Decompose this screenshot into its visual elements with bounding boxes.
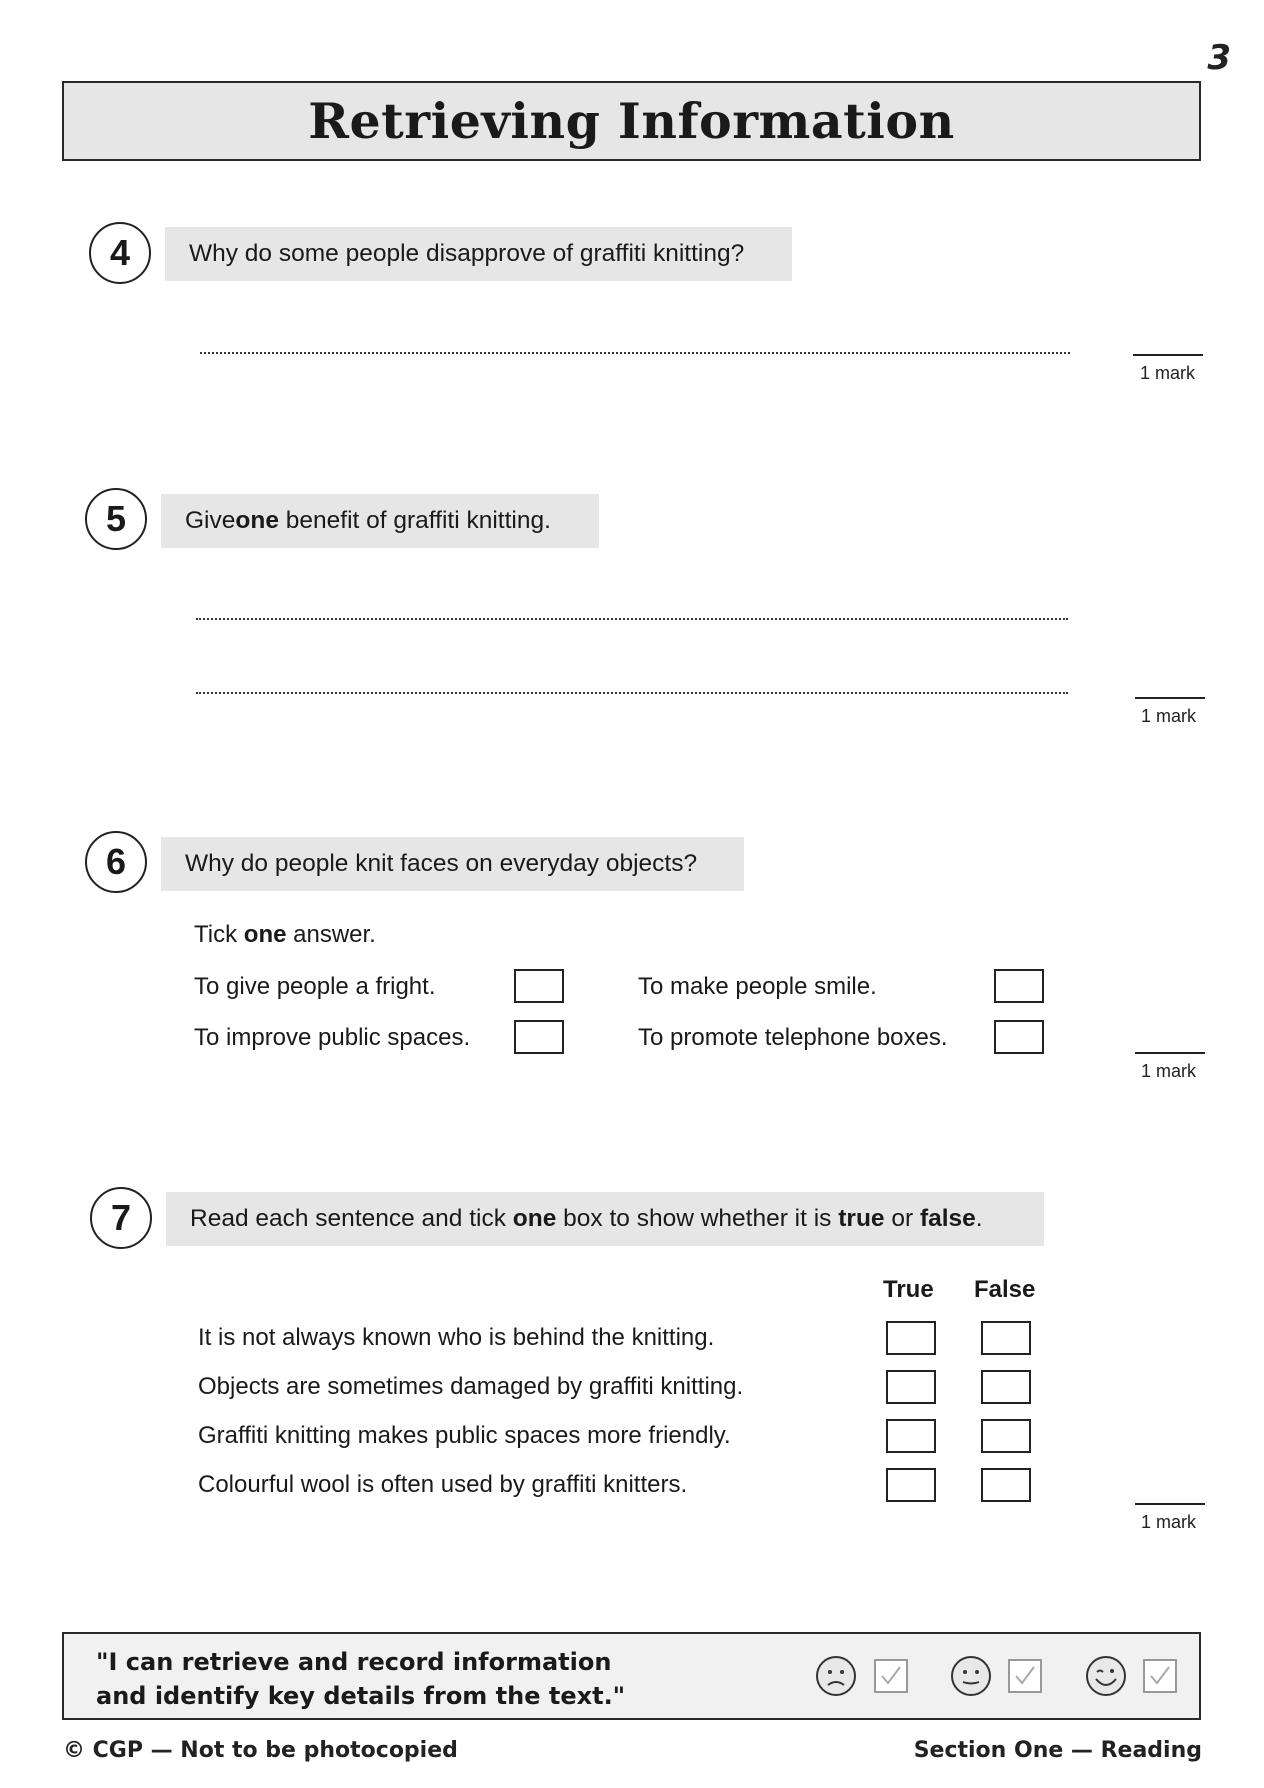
question-4-number: 4	[89, 222, 151, 284]
question-5-prompt	[161, 494, 599, 548]
statement-4-false-checkbox[interactable]	[981, 1468, 1031, 1502]
question-6-instruction	[194, 921, 376, 949]
question-5-prompt-end: benefit of graffiti knitting.	[278, 507, 551, 534]
question-7-prompt-bold: true	[838, 1205, 885, 1232]
question-6-mark: 1 mark	[1141, 1061, 1197, 1081]
statement-1-false-checkbox[interactable]	[981, 1321, 1031, 1355]
happy-face-checkbox[interactable]	[1143, 1659, 1177, 1693]
sad-face-checkbox[interactable]	[874, 1659, 908, 1693]
question-7-prompt-bold: false	[919, 1205, 976, 1232]
question-5-number: 5	[85, 488, 147, 550]
neutral-face-checkbox[interactable]	[1008, 1659, 1042, 1693]
statement-1-true-checkbox[interactable]	[886, 1321, 936, 1355]
sad-face-icon	[815, 1655, 857, 1697]
question-7-prompt	[166, 1192, 1044, 1246]
question-4-answer-line[interactable]	[200, 352, 1070, 354]
question-7-prompt-part: or	[884, 1205, 920, 1232]
neutral-face-icon	[950, 1655, 992, 1697]
question-4-mark: 1 mark	[1140, 363, 1196, 383]
question-6-prompt: Why do people knit faces on everyday objects?	[161, 837, 744, 891]
question-5-answer-line-2[interactable]	[196, 692, 1068, 694]
statement-3-false-checkbox[interactable]	[981, 1419, 1031, 1453]
question-6-instruction-bold: one	[243, 921, 287, 948]
tick-icon	[1010, 1661, 1040, 1691]
question-6-instruction-start: Tick	[194, 921, 244, 948]
question-7-mark: 1 mark	[1141, 1512, 1197, 1532]
false-column-header: False	[974, 1276, 1036, 1303]
question-6-number: 6	[85, 831, 147, 893]
question-6-option-label: To give people a fright.	[194, 973, 436, 1000]
question-6-option-checkbox-1[interactable]	[514, 969, 564, 1003]
tick-icon	[1145, 1661, 1175, 1691]
statement-text: Colourful wool is often used by graffiti knitters.	[198, 1471, 688, 1498]
self-assessment-line-2: and identify key details from the text."	[96, 1682, 626, 1710]
statement-2-false-checkbox[interactable]	[981, 1370, 1031, 1404]
copyright-notice: © CGP — Not to be photocopied	[63, 1738, 458, 1763]
question-5-prompt-start: Give	[185, 507, 236, 534]
question-7-prompt-part: Read each sentence and tick	[190, 1205, 513, 1232]
question-6-option-checkbox-2[interactable]	[514, 1020, 564, 1054]
question-5-mark: 1 mark	[1141, 706, 1197, 726]
question-7-prompt-part: .	[975, 1205, 983, 1232]
question-7-prompt-bold: one	[512, 1205, 557, 1232]
question-6-option-checkbox-4[interactable]	[994, 1020, 1044, 1054]
section-label: Section One — Reading	[913, 1738, 1202, 1763]
self-assessment-statement	[96, 1645, 625, 1713]
question-6-mark-line	[1135, 1052, 1205, 1054]
page-title: Retrieving Information	[308, 92, 955, 150]
question-7-number: 7	[90, 1187, 152, 1249]
question-4-mark-line	[1133, 354, 1203, 356]
question-6-instruction-end: answer.	[286, 921, 376, 948]
page-number: 3	[1207, 38, 1231, 78]
question-6-option-label: To promote telephone boxes.	[638, 1024, 948, 1051]
question-7-prompt-part: box to show whether it is	[556, 1205, 839, 1232]
question-6-option-checkbox-3[interactable]	[994, 969, 1044, 1003]
statement-text: It is not always known who is behind the knitting.	[198, 1324, 715, 1351]
question-5-prompt-bold: one	[235, 507, 279, 534]
question-4-prompt: Why do some people disapprove of graffiti knitting?	[165, 227, 792, 281]
happy-face-icon	[1085, 1655, 1127, 1697]
question-5-mark-line	[1135, 697, 1205, 699]
statement-4-true-checkbox[interactable]	[886, 1468, 936, 1502]
question-6-option-label: To make people smile.	[638, 973, 877, 1000]
statement-3-true-checkbox[interactable]	[886, 1419, 936, 1453]
page-title-banner	[62, 81, 1201, 161]
statement-2-true-checkbox[interactable]	[886, 1370, 936, 1404]
self-assessment-line-1: "I can retrieve and record information	[96, 1648, 612, 1676]
question-5-answer-line-1[interactable]	[196, 618, 1068, 620]
statement-text: Objects are sometimes damaged by graffiti knitting.	[198, 1373, 744, 1400]
question-6-option-label: To improve public spaces.	[194, 1024, 471, 1051]
statement-text: Graffiti knitting makes public spaces more friendly.	[198, 1422, 731, 1449]
tick-icon	[876, 1661, 906, 1691]
true-column-header: True	[883, 1276, 934, 1303]
question-7-mark-line	[1135, 1503, 1205, 1505]
